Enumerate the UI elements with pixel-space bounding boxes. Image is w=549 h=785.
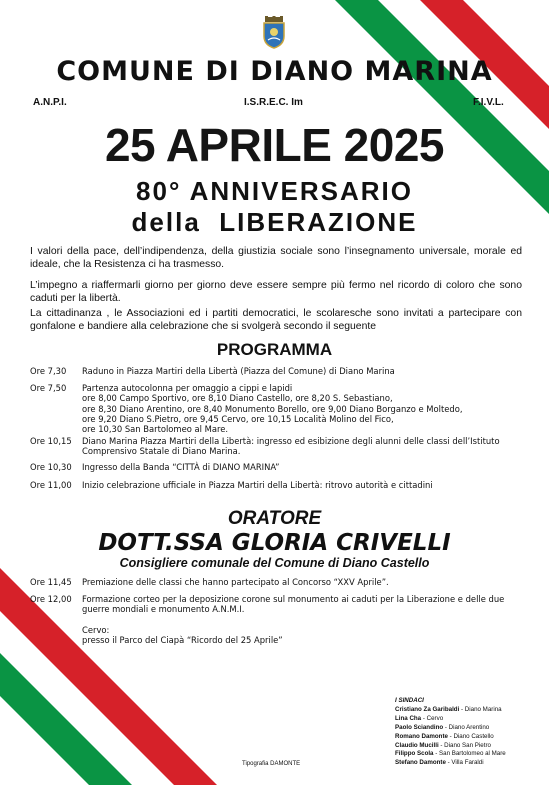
event-date: 25 APRILE 2025 <box>104 119 445 171</box>
speaker-name: DOTT.SSA GLORIA CRIVELLI <box>98 530 451 556</box>
mayor-town: - San Bartolomeo al Mare <box>433 750 506 758</box>
program-text: Partenza autocolonna per omaggio a cippi e lapidi ore 8,00 Campo Sportivo, ore 8,10 Diano Castello, ore 8,20 S. Sebastiano, ore 8,30 Diano Arentino, ore 8,40 Monumento Borello, ore 9,00 Diano Borganzo e Moltedo, ore 9,20 Diano S.Pietro, ore 9,45 Cervo, ore 10,15 Località Molino del Fico, ore 10,30 San Bartolomeo al Mare. <box>82 383 463 435</box>
mayor-entry <box>395 750 545 759</box>
anniversary-line-1: 80° ANNIVERSARIO <box>136 176 413 206</box>
program-text: Inizio celebrazione ufficiale in Piazza Martiri della Libertà: ritrovo autorità e cittadini <box>82 480 433 490</box>
mayor-entry <box>395 706 545 715</box>
mayor-town: - Diano San Pietro <box>438 741 491 749</box>
mayor-entry <box>395 715 545 724</box>
intro-paragraph-3: La cittadinanza , le Associazioni ed i partiti democratici, le scolaresche sono invitati a partecipare con gonfalone e bandiere alla celebrazione che si svolgerà secondo il seguente <box>30 308 522 332</box>
mayor-town: - Cervo <box>421 714 444 722</box>
association-isrec: I.S.R.E.C. Im <box>244 97 303 108</box>
mayor-name: Lina Cha <box>395 714 422 722</box>
program-time: Ore 10,30 <box>30 462 72 472</box>
mayor-entry <box>395 724 545 733</box>
mayor-town: - Diano Castello <box>447 732 494 740</box>
program-time: Ore 11,00 <box>30 480 72 490</box>
mayor-entry <box>395 733 545 742</box>
program-item <box>30 594 520 644</box>
program-text: Ingresso della Banda “CITTÀ di DIANO MARINA” <box>82 462 280 472</box>
program-time: Ore 12,00 <box>30 594 72 604</box>
program-time: Ore 10,15 <box>30 436 72 446</box>
program-item <box>30 383 520 438</box>
mayor-entry <box>395 742 545 751</box>
mayor-name: Claudio Mucilli <box>395 741 439 749</box>
mayor-town: - Diano Marina <box>459 705 502 713</box>
association-fivl: F.I.V.L. <box>473 97 504 108</box>
intro-paragraph-1: I valori della pace, dell’indipendenza, della giustizia sociale sono l’insegnamento universale, morale ed ideale, che la Resistenza ci ha trasmesso. <box>30 246 522 270</box>
speaker-role: Consigliere comunale del Comune di Diano Castello <box>119 556 430 570</box>
anniversary-line-2: della LIBERAZIONE <box>131 207 418 237</box>
mayors-list <box>395 697 545 768</box>
program-text: Diano Marina Piazza Martiri della Libertà: ingresso ed esibizione degli alunni delle classi dell’Istituto Comprensivo Statale di Diano Marina. <box>82 436 500 457</box>
program-time: Ore 7,30 <box>30 366 67 376</box>
mayor-entry <box>395 759 545 768</box>
municipality-title: COMUNE DI DIANO MARINA <box>56 56 493 87</box>
program-text: Raduno in Piazza Martiri della Libertà (Piazza del Comune) di Diano Marina <box>82 366 395 376</box>
mayor-name: Paolo Sciandino <box>395 723 444 731</box>
mayor-name: Filippo Scola <box>395 750 434 758</box>
program-item <box>30 480 520 492</box>
program-item <box>30 577 520 589</box>
municipal-crest-icon <box>262 16 286 50</box>
anniversary-heading <box>0 176 549 238</box>
printer-credit: Tipografia DAMONTE <box>242 761 301 767</box>
mayor-name: Cristiano Za Garibaldi <box>395 705 460 713</box>
intro-paragraph-2: L’impegno a riaffermarli giorno per giorno deve essere sempre più fermo nel ricordo di coloro che sono caduti per la libertà. <box>30 280 522 304</box>
program-time: Ore 11,45 <box>30 577 72 587</box>
mayors-heading: I SINDACI <box>395 697 424 704</box>
mayor-town: - Villa Faraldi <box>445 759 484 767</box>
program-time: Ore 7,50 <box>30 383 67 393</box>
program-text: Premiazione delle classi che hanno partecipato al Concorso “XXV Aprile”. <box>82 577 389 587</box>
program-item <box>30 366 520 378</box>
mayor-town: - Diano Arentino <box>443 723 490 731</box>
mayor-name: Romano Damonte <box>395 732 448 740</box>
program-text: Formazione corteo per la deposizione corone sul monumento ai caduti per la Liberazione e delle due guerre mondiali e monumento A.N.M.I. Cervo: presso il Parco del Ciapà “Ricordo del 25 Aprile” <box>82 594 505 646</box>
mayor-name: Stefano Damonte <box>395 759 446 767</box>
speaker-label: ORATORE <box>227 508 322 529</box>
program-item <box>30 436 520 458</box>
program-title: PROGRAMMA <box>216 340 333 359</box>
association-anpi: A.N.P.I. <box>33 97 67 108</box>
program-item <box>30 462 520 474</box>
